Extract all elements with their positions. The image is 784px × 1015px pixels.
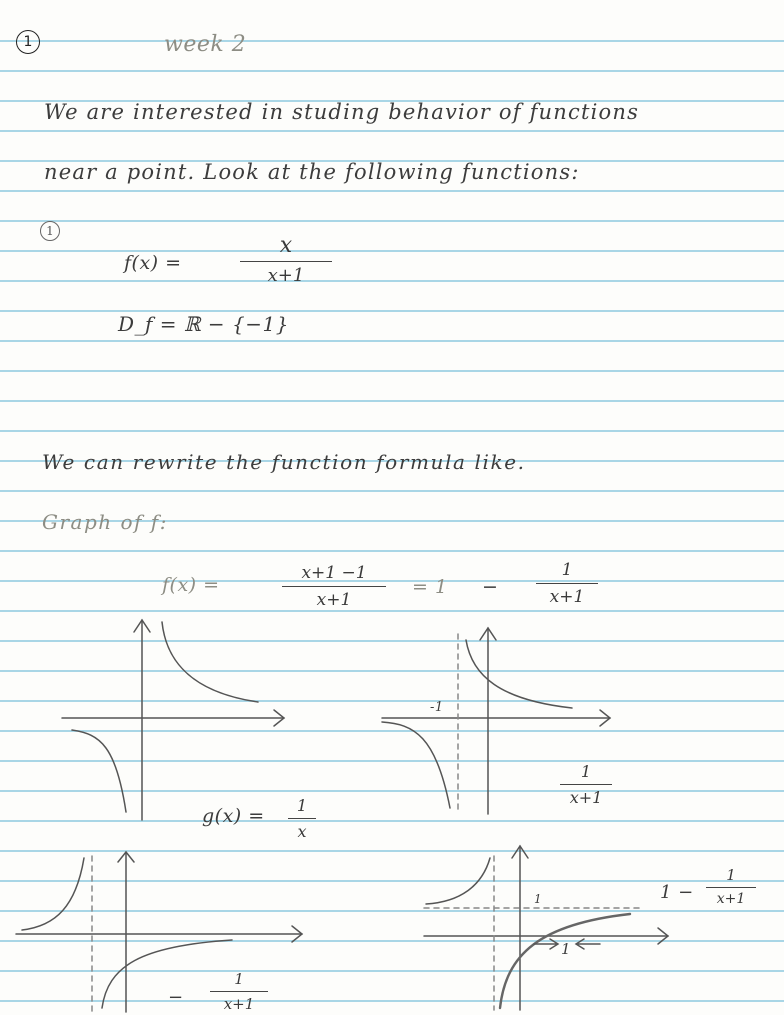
- graph4-curve-left: [426, 858, 490, 904]
- page-number: 1: [23, 34, 33, 50]
- graph3-label-denominator: x+1: [223, 995, 255, 1014]
- graph4-label-prefix: 1 −: [660, 882, 694, 903]
- graph4-label-fraction: [706, 866, 756, 907]
- graph3-minus: −: [168, 987, 184, 1008]
- function-numerator: x: [279, 233, 293, 258]
- intro-line-1: We are interested in studing behavior of functions: [44, 100, 640, 124]
- rewrite-equals-one: = 1: [412, 576, 448, 598]
- graph2-tick-label: -1: [430, 700, 444, 715]
- rewrite-frac2-denominator: x+1: [549, 587, 585, 608]
- rewrite-minus: −: [482, 576, 499, 598]
- domain-statement: D_f = ℝ − {−1}: [118, 312, 289, 336]
- graph4-y-tick: 1: [534, 892, 543, 906]
- graph4-label-denominator: x+1: [716, 891, 746, 908]
- rewrite-frac2-numerator: 1: [561, 560, 573, 580]
- graph2-label-denominator: x+1: [569, 788, 603, 808]
- graph3-label-numerator: 1: [234, 970, 244, 988]
- rewrite-frac1-numerator: x+1 −1: [301, 563, 367, 583]
- graph4-label-numerator: 1: [726, 866, 736, 884]
- graph2-label-numerator: 1: [580, 762, 592, 781]
- fraction-bar: [706, 887, 756, 888]
- function-denominator: x+1: [267, 265, 305, 287]
- function-lhs: f(x) =: [124, 252, 182, 274]
- g-numerator: 1: [296, 796, 308, 815]
- page-title: week 2: [164, 32, 247, 57]
- rewrite-frac1-denominator: x+1: [316, 590, 352, 611]
- graph-heading: Graph of f:: [42, 510, 168, 534]
- g-denominator: x: [297, 822, 307, 842]
- rewrite-text: We can rewrite the function formula like.: [42, 450, 526, 474]
- item-number: 1: [46, 224, 54, 238]
- g-label: g(x) =: [202, 805, 265, 827]
- graph4-arrow-left: [576, 939, 600, 949]
- intro-line-2: near a point. Look at the following functions:: [44, 160, 580, 184]
- rewrite-lhs: f(x) =: [162, 574, 220, 596]
- graph4-x-tick: 1: [561, 940, 572, 958]
